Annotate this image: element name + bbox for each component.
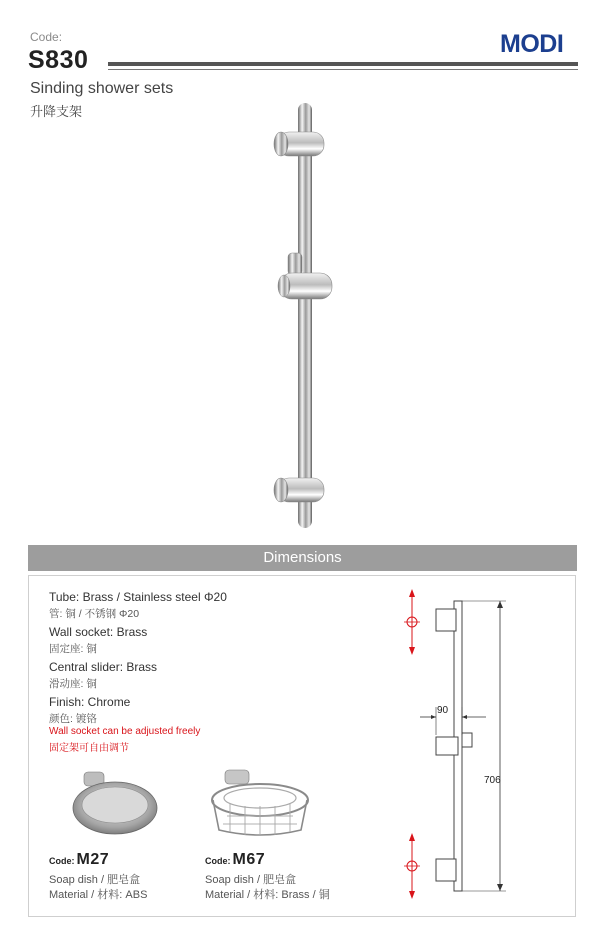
- dimension-width-label: 90: [437, 705, 449, 716]
- product-photo: [250, 95, 360, 535]
- accessory-code-value: M67: [232, 851, 266, 868]
- spec-item: [49, 695, 379, 726]
- accessory-desc: Soap dish / 肥皂盒: [49, 874, 141, 886]
- dimensions-heading: Dimensions: [263, 549, 342, 566]
- technical-drawing: [398, 585, 528, 905]
- top-wall-socket: [274, 132, 324, 156]
- accessory-code-value: M27: [76, 851, 110, 868]
- dimensions-heading-band: [28, 545, 577, 571]
- spec-cn: 滑动座: 铜: [49, 678, 97, 690]
- accessory-code: Code: M27: [49, 851, 110, 868]
- soap-dish-wire-photo: [205, 768, 315, 843]
- spec-en: Wall socket: Brass: [49, 625, 148, 639]
- product-title-en: Sinding shower sets: [30, 80, 174, 97]
- spec-en: Central slider: Brass: [49, 660, 158, 674]
- adjust-marker-bottom: [404, 833, 420, 899]
- spec-cn: 固定座: 铜: [49, 643, 97, 655]
- brand-logo: MODI: [500, 30, 564, 58]
- bottom-wall-socket: [274, 478, 324, 502]
- accessory-code: Code: M67: [205, 851, 266, 868]
- spec-list: [49, 590, 379, 730]
- spec-item: [49, 590, 379, 621]
- product-title-cn: 升降支架: [30, 104, 83, 119]
- product-code: S830: [28, 46, 89, 74]
- accessory-material: Material / 材料: Brass / 铜: [205, 889, 330, 901]
- dimension-height-label: 706: [484, 775, 501, 786]
- code-label: Code:: [30, 30, 63, 44]
- spec-cn: 管: 铜 / 不锈钢 Φ20: [49, 608, 140, 620]
- accessory-desc: Soap dish / 肥皂盒: [205, 874, 297, 886]
- accessory-material: Material / 材料: ABS: [49, 889, 148, 901]
- tube: [298, 103, 312, 528]
- spec-item: [49, 625, 379, 656]
- spec-en: Tube: Brass / Stainless steel Φ20: [49, 590, 227, 604]
- note-en: Wall socket can be adjusted freely: [49, 726, 201, 737]
- spec-item: [49, 660, 379, 691]
- spec-cn: 颜色: 镀铬: [49, 713, 97, 725]
- header-rule: [108, 62, 578, 72]
- spec-en: Finish: Chrome: [49, 695, 131, 709]
- adjust-marker-top: [404, 589, 420, 655]
- note-cn: 固定架可自由调节: [49, 743, 129, 754]
- soap-dish-round-photo: [70, 768, 160, 838]
